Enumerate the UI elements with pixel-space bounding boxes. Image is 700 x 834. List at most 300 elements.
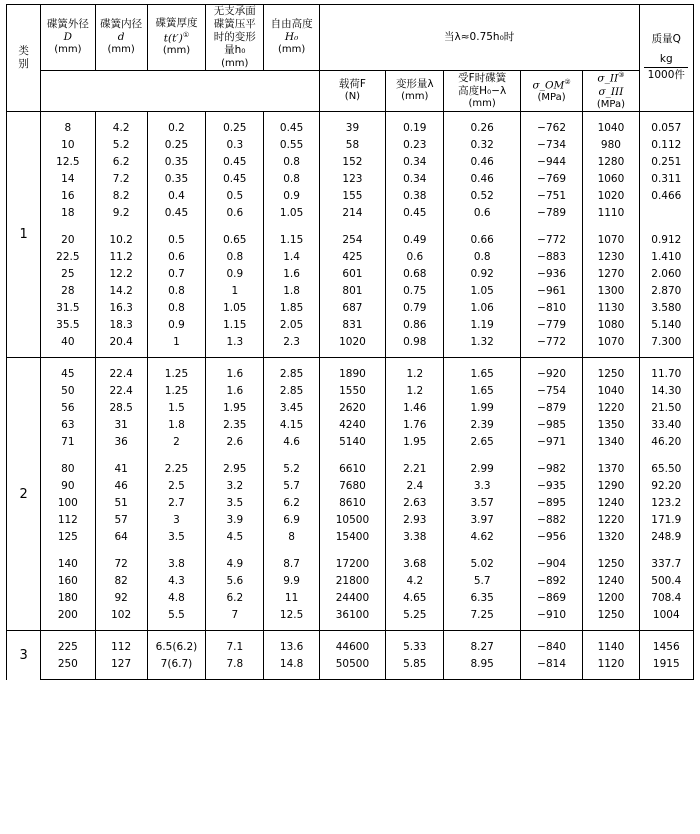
header-outer-diameter-symbol: D: [63, 31, 73, 44]
table-cell: 33.40: [639, 416, 693, 433]
table-cell: 5.02: [444, 555, 520, 572]
pad-cell: [95, 623, 147, 631]
header-mass-label: 质量Q: [651, 33, 681, 46]
table-cell: 1120: [583, 655, 639, 672]
table-cell: 56: [41, 399, 95, 416]
table-cell: 4.9: [206, 555, 264, 572]
table-cell: −920: [520, 365, 582, 382]
header-inner-diameter-unit: (mm): [107, 44, 135, 56]
table-cell: 0.5: [147, 231, 205, 248]
table-cell: 3.38: [386, 528, 444, 545]
table-cell: 63: [41, 416, 95, 433]
table-cell: 0.45: [147, 204, 205, 221]
table-cell: 0.38: [386, 187, 444, 204]
table-cell: 1.2: [386, 365, 444, 382]
table-cell: 7.8: [206, 655, 264, 672]
table-cell: 0.68: [386, 265, 444, 282]
header-flat-deformation-l2: 碟簧压平: [213, 18, 256, 31]
pad-cell: [147, 112, 205, 120]
table-cell: 6.5(6.2): [147, 638, 205, 655]
table-cell: 2.63: [386, 494, 444, 511]
header-height-under-load-l2: 高度H₀−λ: [458, 84, 507, 97]
spacer-cell: [444, 221, 520, 231]
table-cell: 35.5: [41, 316, 95, 333]
pad-cell: [147, 631, 205, 639]
table-cell: 102: [95, 606, 147, 623]
table-cell: 2.7: [147, 494, 205, 511]
table-cell: 1040: [583, 119, 639, 136]
table-cell: 0.45: [386, 204, 444, 221]
spec-sheet: [0, 4, 700, 834]
table-cell: 0.52: [444, 187, 520, 204]
table-cell: 16: [41, 187, 95, 204]
table-cell: 1350: [583, 416, 639, 433]
table-cell: −772: [520, 231, 582, 248]
table-cell: 1.05: [264, 204, 319, 221]
table-cell: 127: [95, 655, 147, 672]
table-cell: 28.5: [95, 399, 147, 416]
table-cell: 801: [319, 282, 385, 299]
table-cell: 36100: [319, 606, 385, 623]
table-cell: 1.15: [206, 316, 264, 333]
table-cell: 214: [319, 204, 385, 221]
header-sigma-om-footnote: ②: [564, 77, 571, 86]
table-cell: 3.580: [639, 299, 693, 316]
header-lambda-group: 当λ≈0.75h₀时: [319, 5, 639, 71]
header-free-height-symbol: H₀: [284, 31, 299, 44]
table-cell: 92: [95, 589, 147, 606]
spacer-cell: [206, 545, 264, 555]
header-thickness-unit: (mm): [162, 45, 191, 57]
pad-cell: [95, 672, 147, 680]
table-cell: 0.45: [264, 119, 319, 136]
header-load-unit: (N): [344, 91, 361, 103]
table-row: [7, 606, 694, 623]
table-cell: −882: [520, 511, 582, 528]
pad-cell: [95, 112, 147, 120]
table-cell: 0.9: [147, 316, 205, 333]
table-cell: 0.35: [147, 153, 205, 170]
table-cell: 1280: [583, 153, 639, 170]
table-cell: 2: [147, 433, 205, 450]
table-cell: 112: [41, 511, 95, 528]
table-cell: 1250: [583, 555, 639, 572]
table-cell: 8: [264, 528, 319, 545]
pad-cell: [206, 112, 264, 120]
table-cell: 45: [41, 365, 95, 382]
spacer-cell: [639, 450, 693, 460]
table-cell: 14.2: [95, 282, 147, 299]
table-cell: 1.410: [639, 248, 693, 265]
table-cell: −751: [520, 187, 582, 204]
pad-cell: [206, 631, 264, 639]
header-thickness-footnote: ①: [182, 30, 190, 39]
pad-cell: [41, 112, 95, 120]
header-flat-deformation-unit: (mm): [221, 57, 249, 69]
table-cell: 39: [319, 119, 385, 136]
table-row: [7, 572, 694, 589]
table-cell: 7.1: [206, 638, 264, 655]
table-cell: 112: [95, 638, 147, 655]
pad-cell: [520, 623, 582, 631]
header-load-label: 载荷F: [338, 78, 366, 91]
table-cell: 2.5: [147, 477, 205, 494]
spacer-cell: [41, 221, 95, 231]
table-cell: 1.8: [264, 282, 319, 299]
spacer-cell: [639, 221, 693, 231]
table-cell: −892: [520, 572, 582, 589]
pad-cell: [583, 623, 639, 631]
table-cell: 0.55: [264, 136, 319, 153]
header-inner-diameter: [95, 5, 147, 71]
table-row: [7, 365, 694, 382]
table-cell: 1.19: [444, 316, 520, 333]
pad-cell: [386, 112, 444, 120]
spacer-cell: [95, 221, 147, 231]
table-header: [7, 5, 694, 112]
table-cell: 15400: [319, 528, 385, 545]
table-cell: 5.140: [639, 316, 693, 333]
header-deformation-unit: (mm): [401, 91, 429, 103]
pad-cell: [583, 631, 639, 639]
table-cell: 1.4: [264, 248, 319, 265]
table-cell: 36: [95, 433, 147, 450]
header-row-sub: [7, 71, 694, 112]
table-cell: 3.5: [147, 528, 205, 545]
pad-cell: [41, 672, 95, 680]
table-cell: 0.92: [444, 265, 520, 282]
table-cell: 687: [319, 299, 385, 316]
table-cell: 5.5: [147, 606, 205, 623]
table-cell: 12.2: [95, 265, 147, 282]
table-cell: 2.05: [264, 316, 319, 333]
header-height-under-load-unit: (mm): [468, 98, 496, 109]
table-cell: 65.50: [639, 460, 693, 477]
pad-cell: [444, 358, 520, 366]
table-cell: 1.5: [147, 399, 205, 416]
table-row: [7, 477, 694, 494]
table-cell: 1230: [583, 248, 639, 265]
table-cell: 9.9: [264, 572, 319, 589]
table-cell: 4.8: [147, 589, 205, 606]
header-category-line1: 类: [18, 45, 29, 58]
header-category-line2: 别: [18, 58, 29, 71]
table-cell: −883: [520, 248, 582, 265]
table-cell: −789: [520, 204, 582, 221]
table-cell: 11: [264, 589, 319, 606]
table-cell: 17200: [319, 555, 385, 572]
table-cell: −840: [520, 638, 582, 655]
pad-cell: [41, 350, 95, 358]
table-cell: 8: [41, 119, 95, 136]
pad-cell: [444, 112, 520, 120]
header-sigma-unit: (MPa): [596, 98, 625, 110]
header-mass-unit-num: kg: [659, 52, 673, 65]
table-cell: 3.9: [206, 511, 264, 528]
header-inner-diameter-label: 碟簧内径: [100, 18, 143, 31]
table-cell: 25: [41, 265, 95, 282]
table-cell: 5.6: [206, 572, 264, 589]
spacer-cell: [583, 450, 639, 460]
pad-cell: [206, 350, 264, 358]
pad-cell: [520, 350, 582, 358]
table-cell: 1.15: [264, 231, 319, 248]
table-cell: 1890: [319, 365, 385, 382]
table-cell: 1.06: [444, 299, 520, 316]
table-cell: 3.2: [206, 477, 264, 494]
table-cell: 1.95: [386, 433, 444, 450]
table-cell: 0.9: [264, 187, 319, 204]
pad-cell: [639, 623, 693, 631]
table-cell: −971: [520, 433, 582, 450]
table-cell: −734: [520, 136, 582, 153]
table-cell: 8.7: [264, 555, 319, 572]
category-cell: 3: [7, 631, 41, 680]
header-sigma-iii-symbol: σ_III: [598, 85, 624, 98]
table-cell: 28: [41, 282, 95, 299]
table-cell: 2620: [319, 399, 385, 416]
table-cell: 22.5: [41, 248, 95, 265]
header-inner-diameter-symbol: d: [117, 31, 125, 44]
table-cell: 1.3: [206, 333, 264, 350]
spacer-cell: [264, 450, 319, 460]
table-cell: −754: [520, 382, 582, 399]
header-sigma-om-unit: (MPa): [537, 92, 566, 104]
table-cell: 0.5: [206, 187, 264, 204]
table-cell: 1004: [639, 606, 693, 623]
table-cell: 51: [95, 494, 147, 511]
category-cell: 2: [7, 358, 41, 631]
table-cell: 13.6: [264, 638, 319, 655]
table-cell: 6.2: [95, 153, 147, 170]
table-cell: −772: [520, 333, 582, 350]
pad-cell: [95, 631, 147, 639]
table-cell: 5.7: [444, 572, 520, 589]
pad-cell: [264, 350, 319, 358]
table-cell: 5.85: [386, 655, 444, 672]
table-cell: 0.311: [639, 170, 693, 187]
table-cell: 2.65: [444, 433, 520, 450]
table-cell: 2.6: [206, 433, 264, 450]
table-cell: 92.20: [639, 477, 693, 494]
table-cell: 2.4: [386, 477, 444, 494]
table-cell: 4.2: [95, 119, 147, 136]
header-free-height-label: 自由高度: [270, 18, 313, 31]
table-cell: 1.6: [264, 265, 319, 282]
table-cell: 8.95: [444, 655, 520, 672]
table-cell: 0.8: [147, 299, 205, 316]
table-row: [7, 119, 694, 136]
table-cell: 31.5: [41, 299, 95, 316]
table-cell: 6610: [319, 460, 385, 477]
block-spacer-row: [7, 221, 694, 231]
pad-cell: [639, 631, 693, 639]
table-cell: 1250: [583, 365, 639, 382]
pad-cell: [95, 350, 147, 358]
table-cell: 5.25: [386, 606, 444, 623]
table-row: [7, 399, 694, 416]
pad-cell: [264, 623, 319, 631]
table-cell: 3: [147, 511, 205, 528]
table-cell: 1220: [583, 511, 639, 528]
table-cell: 0.26: [444, 119, 520, 136]
table-cell: 2.25: [147, 460, 205, 477]
spacer-cell: [520, 221, 582, 231]
table-cell: 0.19: [386, 119, 444, 136]
table-cell: 1200: [583, 589, 639, 606]
table-cell: 44600: [319, 638, 385, 655]
pad-cell: [639, 112, 693, 120]
table-cell: 1130: [583, 299, 639, 316]
table-cell: 1456: [639, 638, 693, 655]
table-cell: 2.870: [639, 282, 693, 299]
table-cell: 7.300: [639, 333, 693, 350]
table-row: [7, 460, 694, 477]
table-cell: 1070: [583, 333, 639, 350]
table-cell: 4.3: [147, 572, 205, 589]
pad-cell: [386, 350, 444, 358]
table-cell: 155: [319, 187, 385, 204]
pad-cell: [520, 112, 582, 120]
table-cell: −985: [520, 416, 582, 433]
table-row: [7, 555, 694, 572]
header-mass: [639, 5, 693, 112]
table-cell: 0.49: [386, 231, 444, 248]
table-cell: 0.6: [444, 204, 520, 221]
table-cell: 1320: [583, 528, 639, 545]
table-cell: 0.34: [386, 153, 444, 170]
table-cell: 1240: [583, 494, 639, 511]
table-cell: 1240: [583, 572, 639, 589]
table-row: [7, 248, 694, 265]
table-row: [7, 511, 694, 528]
table-cell: 8610: [319, 494, 385, 511]
table-cell: −895: [520, 494, 582, 511]
table-row: [7, 265, 694, 282]
table-cell: 2.95: [206, 460, 264, 477]
table-cell: 1.46: [386, 399, 444, 416]
table-cell: 0.46: [444, 153, 520, 170]
pad-cell: [264, 631, 319, 639]
table-cell: 4.6: [264, 433, 319, 450]
table-cell: 0.66: [444, 231, 520, 248]
table-cell: 0.8: [264, 153, 319, 170]
pad-cell: [206, 358, 264, 366]
table-cell: 0.45: [206, 153, 264, 170]
table-cell: 160: [41, 572, 95, 589]
table-cell: 10.2: [95, 231, 147, 248]
header-outer-diameter-label: 碟簧外径: [46, 18, 89, 31]
pad-cell: [386, 631, 444, 639]
table-cell: −879: [520, 399, 582, 416]
spacer-cell: [147, 545, 205, 555]
spacer-cell: [386, 221, 444, 231]
table-cell: 14: [41, 170, 95, 187]
spacer-cell: [206, 450, 264, 460]
table-cell: 980: [583, 136, 639, 153]
table-row: [7, 316, 694, 333]
table-cell: 0.6: [386, 248, 444, 265]
table-cell: 0.6: [206, 204, 264, 221]
table-cell: 0.912: [639, 231, 693, 248]
table-cell: −769: [520, 170, 582, 187]
table-cell: 248.9: [639, 528, 693, 545]
table-cell: 6.9: [264, 511, 319, 528]
table-cell: 2.060: [639, 265, 693, 282]
table-cell: 0.2: [147, 119, 205, 136]
table-cell: 0.3: [206, 136, 264, 153]
table-cell: 2.35: [206, 416, 264, 433]
header-deformation-label: 变形量λ: [395, 78, 434, 91]
table-cell: −936: [520, 265, 582, 282]
table-cell: 1.65: [444, 365, 520, 382]
header-thickness: [147, 5, 205, 71]
table-row: [7, 187, 694, 204]
table-cell: 2.85: [264, 382, 319, 399]
table-cell: 14.30: [639, 382, 693, 399]
table-cell: 41: [95, 460, 147, 477]
table-cell: 1070: [583, 231, 639, 248]
table-row: [7, 170, 694, 187]
pad-cell: [444, 623, 520, 631]
table-cell: 4240: [319, 416, 385, 433]
pad-cell: [264, 358, 319, 366]
pad-cell: [444, 631, 520, 639]
table-cell: 0.25: [147, 136, 205, 153]
table-cell: 1040: [583, 382, 639, 399]
pad-cell: [264, 672, 319, 680]
table-cell: 171.9: [639, 511, 693, 528]
table-cell: 6.2: [264, 494, 319, 511]
table-cell: 6.2: [206, 589, 264, 606]
spacer-cell: [264, 221, 319, 231]
pad-cell: [520, 631, 582, 639]
table-cell: 80: [41, 460, 95, 477]
pad-cell: [319, 623, 385, 631]
table-cell: −779: [520, 316, 582, 333]
spacer-cell: [386, 450, 444, 460]
table-cell: 4.5: [206, 528, 264, 545]
table-cell: 3.8: [147, 555, 205, 572]
table-cell: 4.2: [386, 572, 444, 589]
pad-cell: [386, 358, 444, 366]
header-outer-diameter: [41, 5, 95, 71]
table-cell: 46.20: [639, 433, 693, 450]
table-cell: 1300: [583, 282, 639, 299]
table-cell: 254: [319, 231, 385, 248]
table-cell: 24400: [319, 589, 385, 606]
table-cell: 0.86: [386, 316, 444, 333]
spacer-cell: [95, 545, 147, 555]
table-row: [7, 382, 694, 399]
spacer-cell: [520, 450, 582, 460]
table-cell: 1.8: [147, 416, 205, 433]
spacer-cell: [264, 545, 319, 555]
block-spacer-row: [7, 450, 694, 460]
table-cell: 1.25: [147, 365, 205, 382]
table-row: [7, 153, 694, 170]
table-cell: 1: [147, 333, 205, 350]
table-cell: 500.4: [639, 572, 693, 589]
table-cell: 4.15: [264, 416, 319, 433]
table-cell: 0.057: [639, 119, 693, 136]
table-cell: 1: [206, 282, 264, 299]
table-cell: 1.25: [147, 382, 205, 399]
table-cell: 10500: [319, 511, 385, 528]
table-cell: 5.33: [386, 638, 444, 655]
table-cell: 5.7: [264, 477, 319, 494]
table-cell: 0.32: [444, 136, 520, 153]
